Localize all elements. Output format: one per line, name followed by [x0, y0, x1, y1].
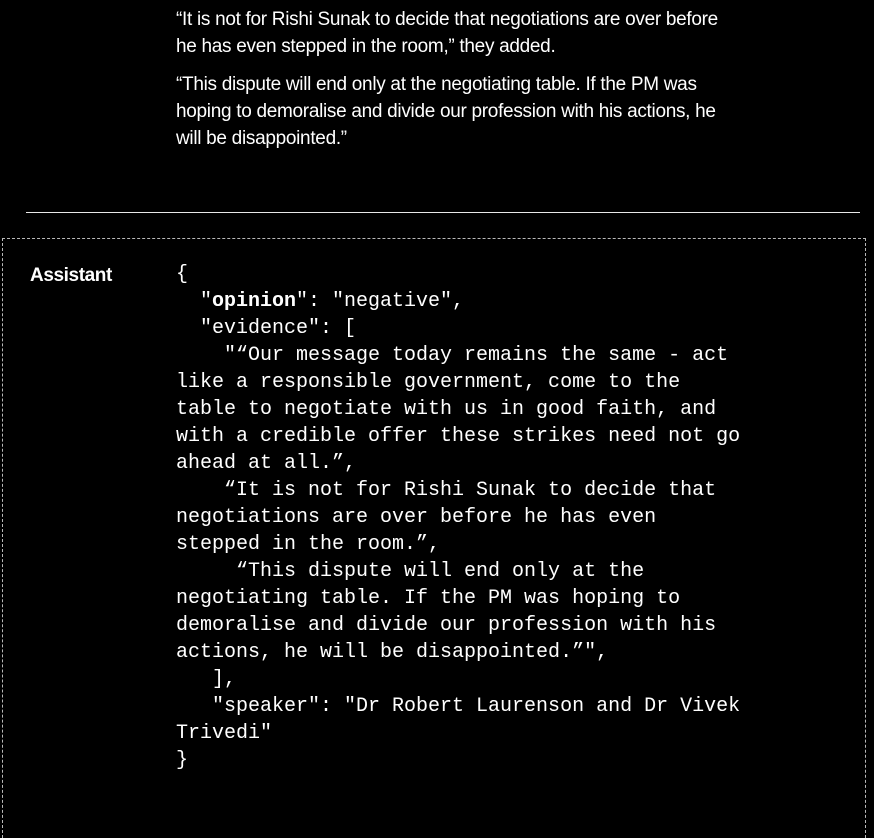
code-line: " [176, 290, 213, 313]
code-line: with a credible offer these strikes need not go [176, 425, 741, 448]
code-line: ], [176, 668, 237, 691]
message-divider [26, 212, 860, 213]
code-line: Trivedi" [176, 722, 273, 745]
code-line: table to negotiate with us in good faith, and [176, 398, 717, 421]
code-line: negotiating table. If the PM was hoping to [176, 587, 681, 610]
code-line: demoralise and divide our profession with his [176, 614, 717, 637]
code-line: ": "negative", [296, 290, 465, 313]
assistant-role-label: Assistant [30, 265, 112, 286]
code-line: { [176, 263, 189, 286]
opinion-key: opinion [212, 290, 297, 313]
user-message [176, 6, 816, 163]
user-paragraph: “This dispute will end only at the negotiating table. If the PM was hoping to demoralise and divide our profession with his actions, he will be disappointed.” [176, 74, 716, 149]
assistant-json-output [176, 261, 740, 774]
code-line: "evidence": [ [176, 317, 357, 340]
code-line: stepped in the room.”, [176, 533, 441, 556]
code-line: "“Our message today remains the same - act [176, 344, 729, 367]
code-line: } [176, 749, 189, 772]
code-line: "speaker": "Dr Robert Laurenson and Dr Vivek [176, 695, 741, 718]
code-line: actions, he will be disappointed.”", [176, 641, 609, 664]
code-line: like a responsible government, come to the [176, 371, 681, 394]
code-line: negotiations are over before he has even [176, 506, 657, 529]
code-line: ahead at all.”, [176, 452, 357, 475]
code-line: “It is not for Rishi Sunak to decide that [176, 479, 717, 502]
code-line: “This dispute will end only at the [176, 560, 645, 583]
user-paragraph: “It is not for Rishi Sunak to decide that negotiations are over before he has even stepped in the room,” they added. [176, 9, 718, 57]
